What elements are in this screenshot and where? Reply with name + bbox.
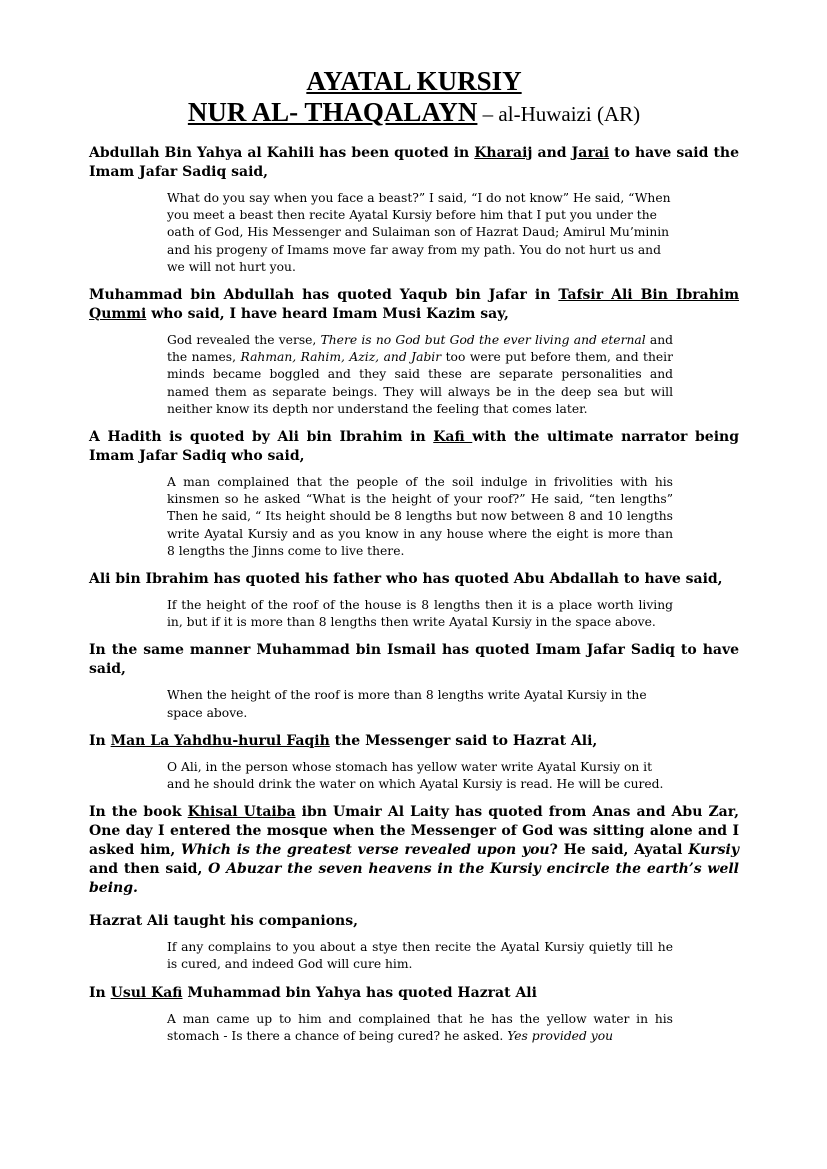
section-intro: Abdullah Bin Yahya al Kahili has been quoted in Kharaij and Jarai to have said the Imam Jafar Sadiq said, <box>89 145 739 180</box>
section-intro: Ali bin Ibrahim has quoted his father who has quoted Abu Abdallah to have said, <box>89 571 723 588</box>
source-link-tafsir: Tafsir Ali Bin Ibrahim Qummi <box>89 287 740 323</box>
section-intro: Muhammad bin Abdullah has quoted Yaqub bin Jafar in Tafsir Ali Bin Ibrahim Qummi who said, I have heard Imam Musi Kazim say, <box>89 287 740 323</box>
section-quote: God revealed the verse, There is no God but God the ever living and eternal and the names, Rahman, Rahim, Aziz, and Jabir too were put before them, and their minds became boggled and they said these are separate personalities and named them as separate beings. They will always be in the deep sea but will neither know its depth nor understand the feeling that comes later. <box>167 333 674 416</box>
title-line-1: AYATAL KURSIY <box>306 66 522 96</box>
section-intro: In the book Khisal Utaiba ibn Umair Al Laity has quoted from Anas and Abu Zar, One day I entered the mosque when the Messenger of God was sitting alone and I asked him, Which is the greatest verse revealed upon you? He said, Ayatal Kursiy and then said, O Abuzar the seven heavens in the Kursiy encircle the earth’s well being. <box>89 804 739 897</box>
title-block <box>89 66 739 130</box>
title-main: NUR AL- THAQALAYN <box>187 97 478 127</box>
section-quote: A man came up to him and complained that he has the yellow water in his stomach - Is there a chance of being cured? he asked. Yes provided you <box>167 1011 673 1043</box>
section-intro: In Man La Yahdhu-hurul Faqih the Messenger said to Hazrat Ali, <box>89 732 598 749</box>
source-link-khisal: Khisal Utaiba <box>187 804 296 821</box>
section-quote: When the height of the roof is more than 8 lengths write Ayatal Kursiy in the space above. <box>167 688 647 720</box>
source-link-kafi: Kafi <box>433 429 473 446</box>
title-sub: – al-Huwaizi (AR) <box>477 102 641 126</box>
source-link-jarai: Jarai <box>571 145 610 161</box>
section-intro: Hazrat Ali taught his companions, <box>89 913 358 930</box>
source-link-faqih: Man La Yahdhu-hurul Faqih <box>110 732 330 749</box>
source-link-kharaij: Kharaij <box>474 145 533 161</box>
source-link-usul-kafi: Usul Kafi <box>110 984 183 1001</box>
section-quote: If the height of the roof of the house is 8 lengths then it is a place worth living in, but if it is more than 8 lengths then write Ayatal Kursiy in the space above. <box>167 598 673 630</box>
section-intro: A Hadith is quoted by Ali bin Ibrahim in Kafi with the ultimate narrator being Imam Jafar Sadiq who said, <box>89 429 739 465</box>
section-quote: O Ali, in the person whose stomach has yellow water write Ayatal Kursiy on it and he should drink the water on which Ayatal Kursiy is read. He will be cured. <box>167 759 664 792</box>
section-intro: In Usul Kafi Muhammad bin Yahya has quoted Hazrat Ali <box>89 984 537 1001</box>
section-quote: If any complains to you about a stye then recite the Ayatal Kursiy quietly till he is cured, and indeed God will cure him. <box>167 940 673 972</box>
section-quote: What do you say when you face a beast?” I said, “I do not know” He said, “When you meet a beast then recite Ayatal Kursiy before him that I put you under the oath of God, His Messenger and Sulaiman son of Hazrat Daud; Amirul Mu’minin and his progeny of Imams move far away from my path. You do not hurt us and we will not hurt you. <box>167 191 671 274</box>
section-quote: A man complained that the people of the soil indulge in frivolities with his kinsmen so he asked “What is the height of your roof?” He said, “ten lengths” Then he said, “ Its height should be 8 lengths but now between 8 and 10 lengths write Ayatal Kursiy and as you know in any house where the eight is more than 8 lengths the Jinns come to live there. <box>167 475 673 558</box>
section-intro: In the same manner Muhammad bin Ismail has quoted Imam Jafar Sadiq to have said, <box>89 642 739 678</box>
title-line-2 <box>89 96 739 130</box>
